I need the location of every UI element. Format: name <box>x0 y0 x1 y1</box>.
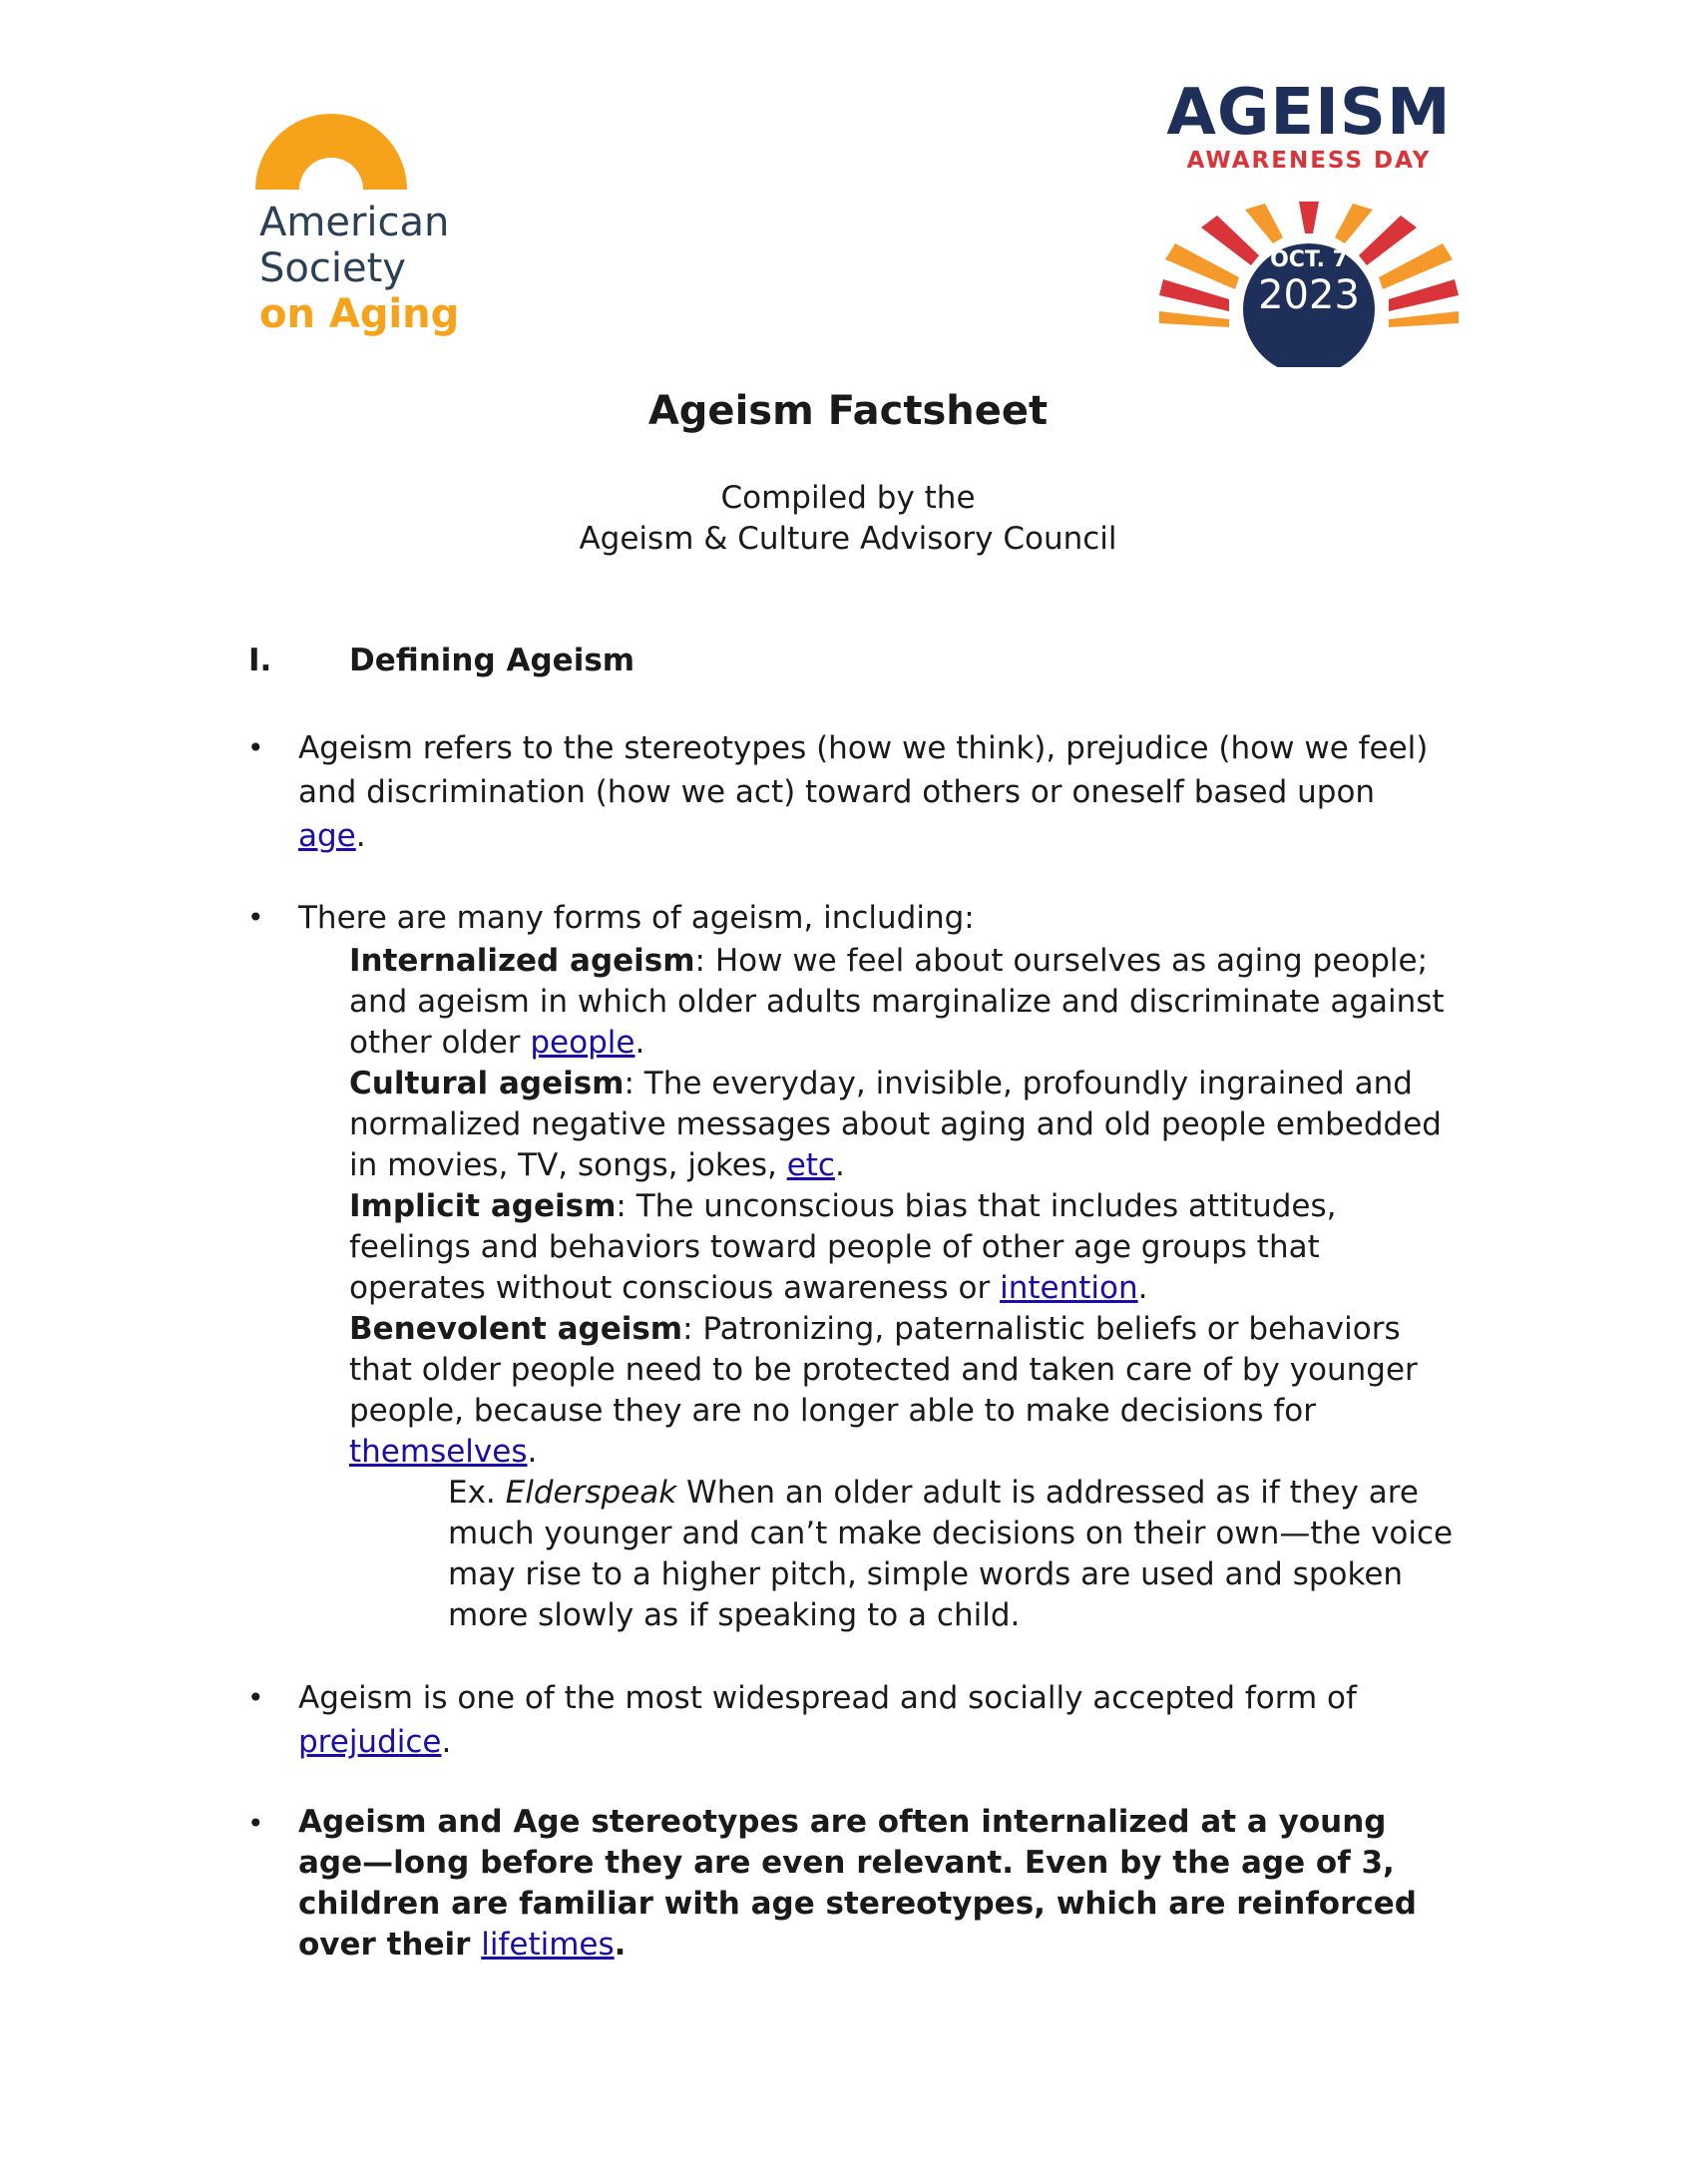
bullet-dot: • <box>247 731 264 764</box>
section-number: I. <box>248 643 272 678</box>
link-prejudice[interactable]: prejudice <box>298 1724 442 1760</box>
badge-title: AGEISM <box>1166 76 1452 150</box>
definition: : The unconscious bias that includes attitudes, feelings and behaviors toward people of other age groups that operates without conscious awareness or <box>349 1188 1337 1306</box>
definition: : The everyday, invisible, profoundly ingrained and normalized negative messages about aging and old people embedded in movies, TV, songs, jokes, <box>349 1066 1442 1183</box>
punctuation: . <box>614 1927 627 1963</box>
bullet-text: Ageism and Age stereotypes are often internalized at a young age—long before they are even relevant. Even by the age of 3, children are familiar with age stereotypes, which are reinforced over their <box>298 1804 1417 1963</box>
bullet-forms-intro: There are many forms of ageism, including: <box>298 900 975 936</box>
link-themselves[interactable]: themselves <box>349 1434 528 1470</box>
asa-logo-line-2: Society <box>259 245 406 291</box>
bullet-dot: • <box>247 1807 264 1840</box>
ageism-awareness-day-badge <box>1159 78 1459 367</box>
bullet-internalized-young-age <box>298 1802 1446 1966</box>
term: Cultural ageism <box>349 1066 625 1101</box>
section-title: Defining Ageism <box>349 643 636 678</box>
term: Implicit ageism <box>349 1188 617 1224</box>
asa-arch-icon <box>255 104 407 190</box>
bullet-text: Ageism is one of the most widespread and socially accepted form of <box>298 1680 1357 1716</box>
form-internalized-ageism <box>349 941 1447 1064</box>
link-age[interactable]: age <box>298 818 356 854</box>
term: Internalized ageism <box>349 943 695 979</box>
asa-logo-line-3: on Aging <box>259 291 460 337</box>
example-elderspeak <box>448 1473 1456 1636</box>
bullet-dot: • <box>247 1681 264 1714</box>
link-intention[interactable]: intention <box>1000 1270 1138 1306</box>
example-text: When an older adult is addressed as if they are much younger and can’t make decisions on their own—the voice may rise to a higher pitch, simple words are used and spoken more slowly as if speaking to a child. <box>448 1475 1454 1633</box>
form-cultural-ageism <box>349 1064 1447 1186</box>
punctuation: . <box>355 818 366 854</box>
subtitle-line-2: Ageism & Culture Advisory Council <box>579 521 1117 557</box>
punctuation: . <box>1137 1270 1148 1306</box>
definition: : How we feel about ourselves as aging people; and ageism in which older adults marginalize and discriminate against other older <box>349 943 1445 1061</box>
asa-logo <box>251 104 471 348</box>
bullet-dot: • <box>247 901 264 934</box>
badge-date-year: 2023 <box>1258 272 1360 318</box>
punctuation: . <box>834 1147 845 1183</box>
asa-logo-line-1: American <box>259 200 450 245</box>
definition: : Patronizing, paternalistic beliefs or behaviors that older people need to be protected and taken care of by younger people, because they are no longer able to make decisions for <box>349 1311 1418 1429</box>
bullet-widespread-prejudice <box>298 1676 1446 1764</box>
form-benevolent-ageism <box>349 1309 1447 1473</box>
punctuation: . <box>527 1434 538 1470</box>
bullet-definition <box>298 726 1446 858</box>
example-term: Elderspeak <box>505 1475 677 1511</box>
punctuation: . <box>441 1724 452 1760</box>
punctuation: . <box>635 1025 645 1061</box>
link-people[interactable]: people <box>530 1025 636 1061</box>
link-etc[interactable]: etc <box>786 1147 835 1183</box>
link-lifetimes[interactable]: lifetimes <box>481 1927 615 1963</box>
badge-subtitle: AWARENESS DAY <box>1186 148 1432 174</box>
bullet-text: Ageism refers to the stereotypes (how we think), prejudice (how we feel) and discrimination (how we act) toward others or oneself based upon <box>298 730 1429 810</box>
page-title: Ageism Factsheet <box>647 388 1049 434</box>
badge-date-day: OCT. 7 <box>1270 247 1348 272</box>
subtitle-line-1: Compiled by the <box>720 480 976 516</box>
term: Benevolent ageism <box>349 1311 683 1347</box>
example-prefix: Ex. <box>448 1475 506 1511</box>
form-implicit-ageism <box>349 1186 1447 1309</box>
